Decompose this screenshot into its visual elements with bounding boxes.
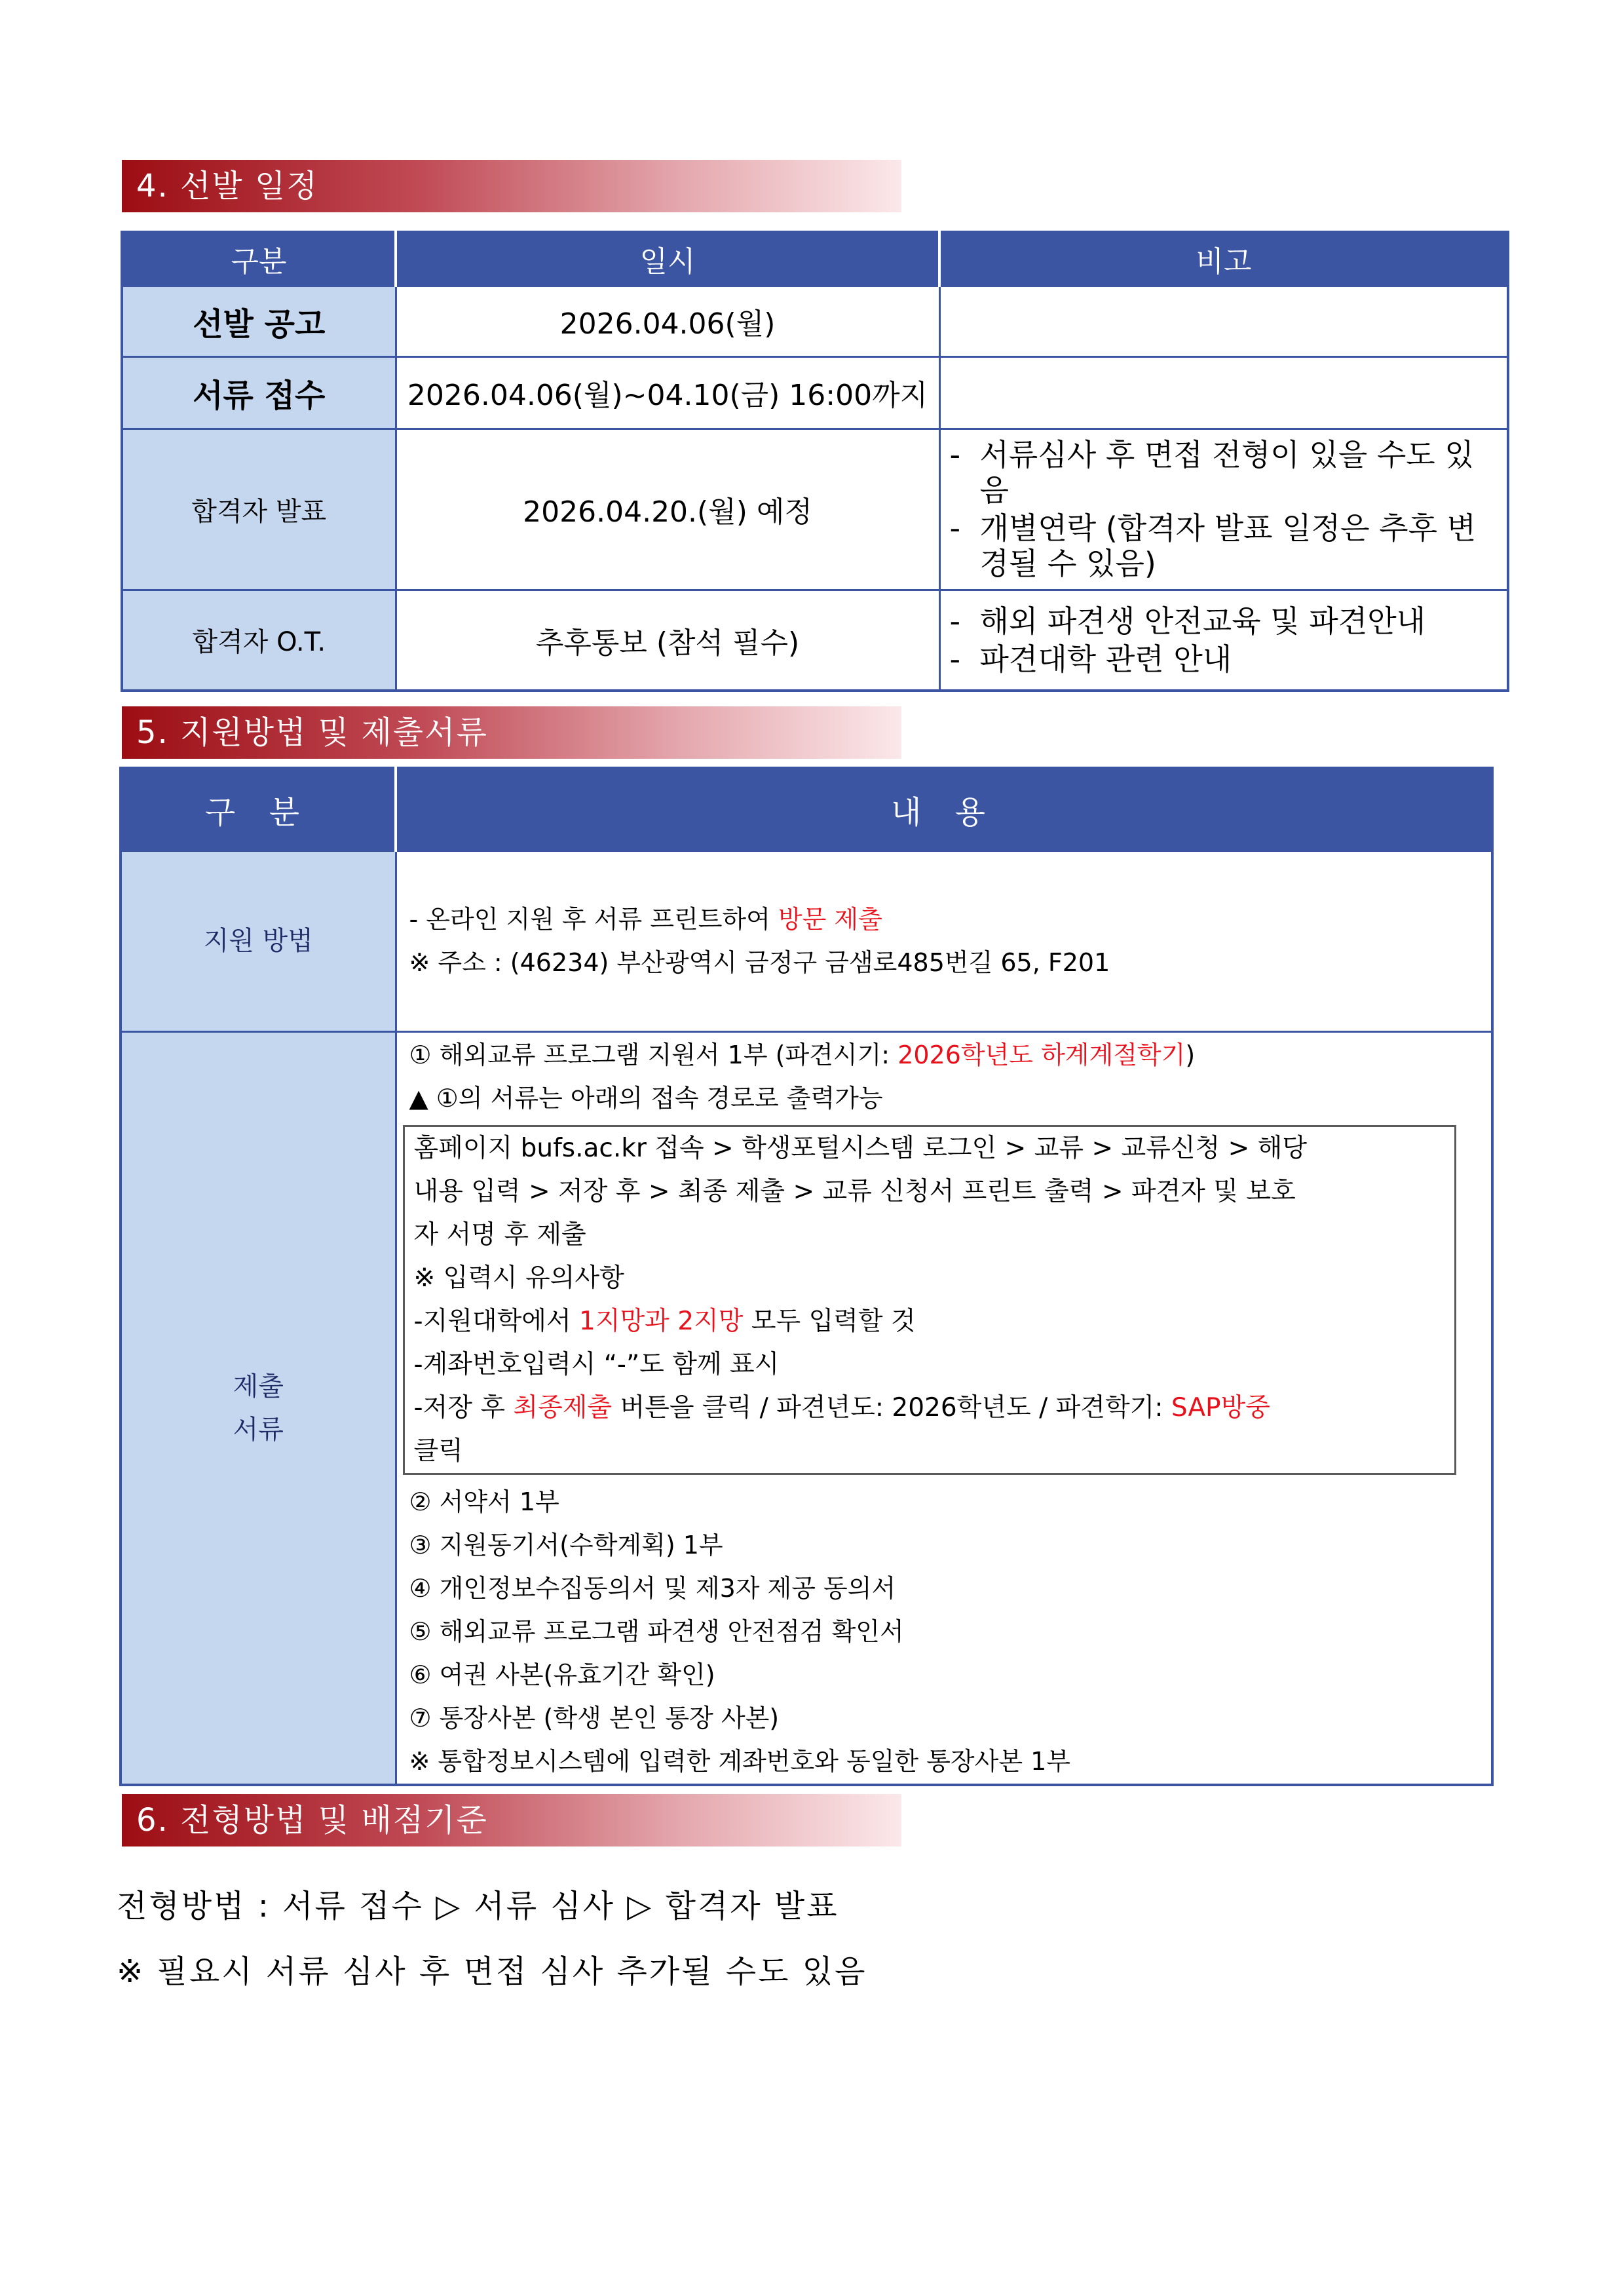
row-label: 합격자 O.T.	[122, 590, 396, 691]
row-label: 서류 접수	[122, 356, 396, 429]
table-row	[122, 356, 1508, 429]
table-header-row	[122, 232, 1508, 286]
note-item: - 해외 파견생 안전교육 및 파견안내	[950, 603, 1496, 639]
table-row	[122, 590, 1508, 691]
instructions-box: 홈페이지 bufs.ac.kr 접속 > 학생포털시스템 로그인 > 교류 > 교류신청 > 해당 내용 입력 > 저장 후 > 최종 제출 > 교류 신청서 프린트 출력 > 파견자 및 보호 자 서명 후 제출 ※ 입력시 유의사항 -지원대학에서 1지망과 2지망 모두 입력할 것 -계좌번호입력시 “-”도 함께 표시 -저장 후 최종제출 버튼을 클릭 / 파견년도: 2026학년도 / 파견학기: SAP방중 클릭	[403, 1125, 1457, 1475]
row-date: 추후통보 (참석 필수)	[396, 590, 939, 691]
row-note	[939, 590, 1508, 691]
row-date: 2026.04.06(월)~04.10(금) 16:00까지	[396, 356, 939, 429]
selection-method-text: 전형방법 : 서류 접수 ▷ 서류 심사 ▷ 합격자 발표	[117, 1888, 839, 1924]
table-header-row	[121, 768, 1492, 851]
documents-label: 제출 서류	[121, 1031, 396, 1785]
header-note: 비고	[939, 232, 1508, 286]
row-label: 합격자 발표	[122, 429, 396, 590]
header-category: 구 분	[121, 768, 396, 851]
table-row	[122, 429, 1508, 590]
selection-schedule-table	[121, 231, 1509, 692]
document-item: ⑦ 통장사본 (학생 본인 통장 사본)	[409, 1703, 780, 1732]
row-note	[939, 286, 1508, 356]
row-date: 2026.04.06(월)	[396, 286, 939, 356]
documents-row	[121, 1031, 1492, 1785]
row-label: 선발 공고	[122, 286, 396, 356]
method-content	[396, 851, 1492, 1031]
note-item: - 서류심사 후 면접 전형이 있을 수도 있음	[950, 437, 1496, 508]
document-item: ② 서약서 1부	[409, 1487, 559, 1516]
visit-submit-highlight: 방문 제출	[778, 905, 882, 934]
table-row	[122, 286, 1508, 356]
header-content: 내 용	[396, 768, 1492, 851]
document-item: ① 해외교류 프로그램 지원서 1부 (파견시기: 2026학년도 하계계절학기)	[409, 1040, 1196, 1069]
document-item: ※ 통합정보시스템에 입력한 계좌번호와 동일한 통장사본 1부	[409, 1746, 1070, 1776]
document-item: ④ 개인정보수집동의서 및 제3자 제공 동의서	[409, 1573, 896, 1603]
header-date: 일시	[396, 232, 939, 286]
section-6-title: 6. 전형방법 및 배점기준	[122, 1794, 901, 1846]
application-documents-table	[119, 767, 1494, 1786]
document-item: ⑤ 해외교류 프로그램 파견생 안전점검 확인서	[409, 1617, 904, 1646]
document-item: ⑥ 여권 사본(유효기간 확인)	[409, 1660, 715, 1689]
row-note	[939, 429, 1508, 590]
address-line: ※ 주소 : (46234) 부산광역시 금정구 금샘로485번길 65, F201	[409, 948, 1110, 977]
document-item: ③ 지원동기서(수학계획) 1부	[409, 1530, 723, 1559]
note-item: - 개별연락 (합격자 발표 일정은 추후 변경될 수 있음)	[950, 510, 1496, 581]
row-note	[939, 356, 1508, 429]
method-line: - 온라인 지원 후 서류 프린트하여 방문 제출	[409, 905, 882, 934]
method-label: 지원 방법	[121, 851, 396, 1031]
section-5-title: 5. 지원방법 및 제출서류	[122, 706, 901, 759]
interview-note-text: ※ 필요시 서류 심사 후 면접 심사 추가될 수도 있음	[117, 1953, 867, 1990]
row-date: 2026.04.20.(월) 예정	[396, 429, 939, 590]
header-category: 구분	[122, 232, 396, 286]
documents-content	[396, 1031, 1492, 1785]
section-4-title: 4. 선발 일정	[122, 160, 901, 212]
method-row	[121, 851, 1492, 1031]
document-note: ▲ ①의 서류는 아래의 접속 경로로 출력가능	[409, 1083, 883, 1113]
note-item: - 파견대학 관련 안내	[950, 641, 1496, 677]
